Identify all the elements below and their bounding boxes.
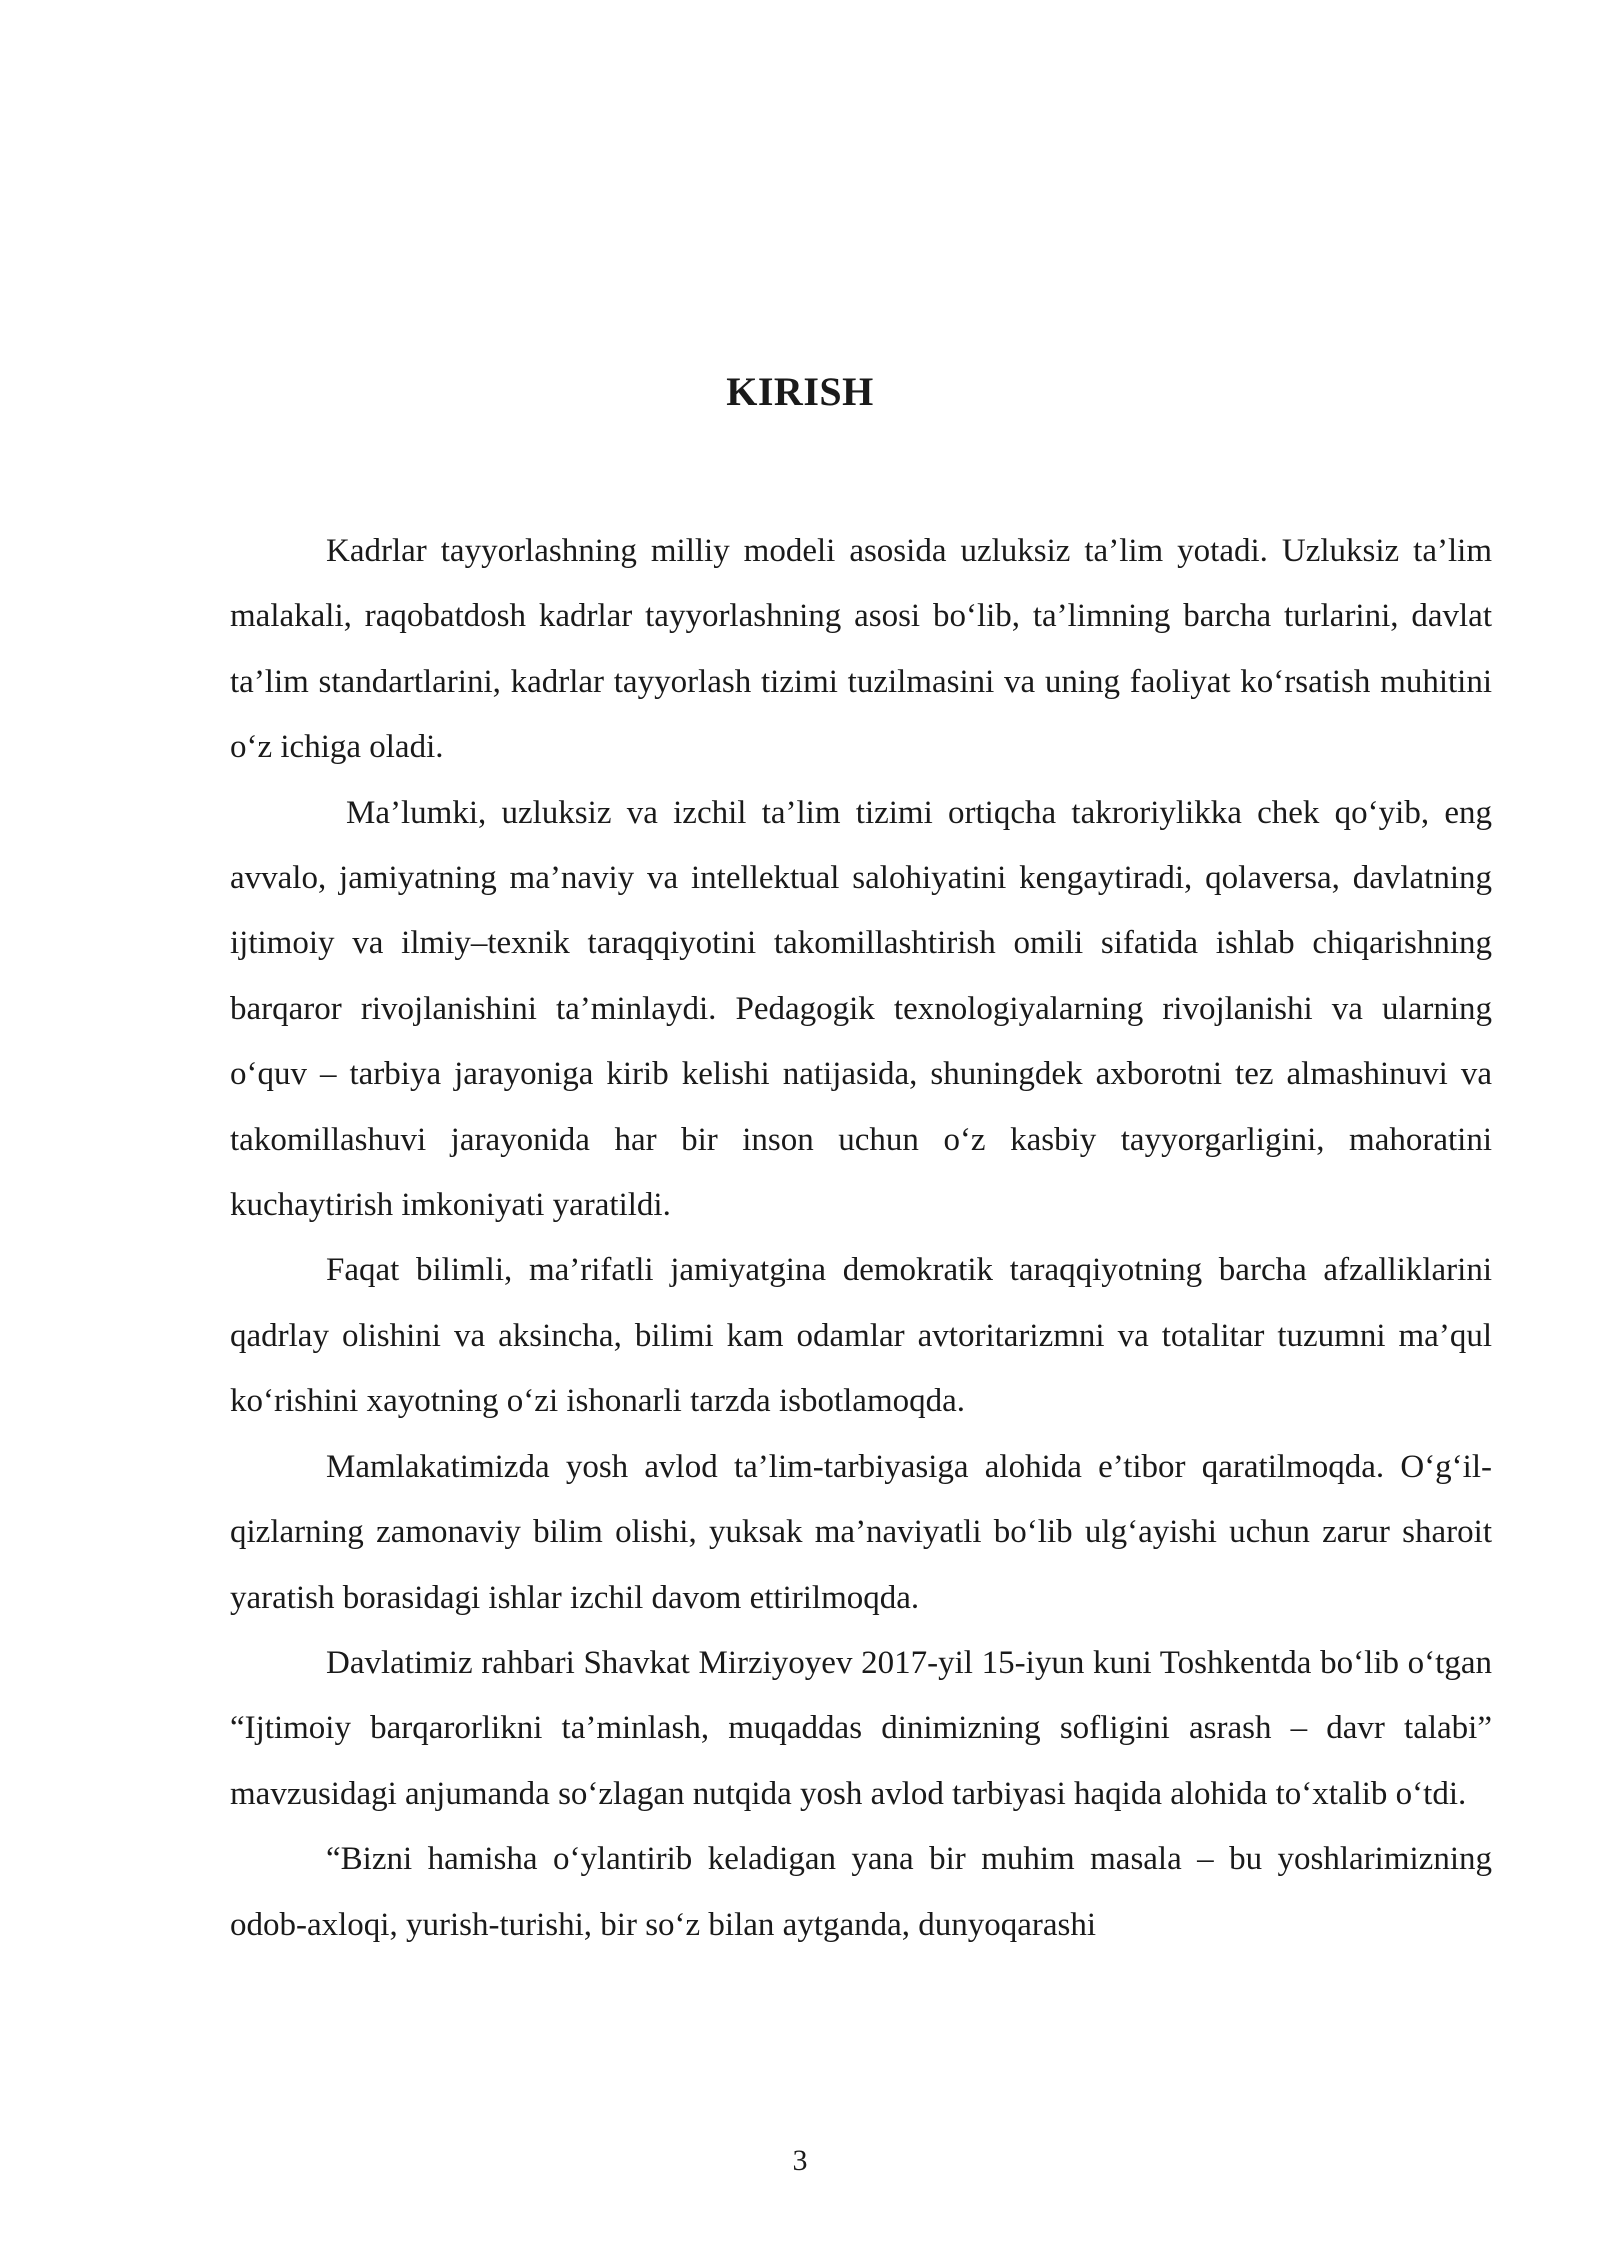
body-text xyxy=(230,519,1492,1958)
paragraph: Ma’lumki, uzluksiz va izchil ta’lim tizimi ortiqcha takroriylikka chek qo‘yib, eng avvalo, jamiyatning ma’naviy va intellektual salohiyatini kengaytiradi, qolaversa, davlatning ijtimoiy va ilmiy–texnik taraqqiyotini takomillashtirish omili sifatida ishlab chiqarishning barqaror rivojlanishini ta’minlaydi. Pedagogik texnologiyalarning rivojlanishi va ularning o‘quv – tarbiya jarayoniga kirib kelishi natijasida, shuningdek axborotni tez almashinuvi va takomillashuvi jarayonida har bir inson uchun o‘z kasbiy tayyorgarligini, mahoratini kuchaytirish imkoniyati yaratildi. xyxy=(230,794,1492,1224)
paragraph: “Bizni hamisha o‘ylantirib keladigan yana bir muhim masala – bu yoshlarimizning odob-axloqi, yurish-turishi, bir so‘z bilan aytganda, dunyoqarashi xyxy=(230,1841,1492,1943)
page-number: 3 xyxy=(792,2144,808,2177)
paragraph: Kadrlar tayyorlashning milliy modeli asosida uzluksiz ta’lim yotadi. Uzluksiz ta’lim malakali, raqobatdosh kadrlar tayyorlashning asosi bo‘lib, ta’limning barcha turlarini, davlat ta’lim standartlarini, kadrlar tayyorlash tizimi tuzilmasini va uning faoliyat ko‘rsatish muhitini o‘z ichiga oladi. xyxy=(230,533,1492,766)
paragraph: Faqat bilimli, ma’rifatli jamiyatgina demokratik taraqqiyotning barcha afzalliklarini qadrlay olishini va aksincha, bilimi kam odamlar avtoritarizmni va totalitar tuzumni ma’qul ko‘rishini xayotning o‘zi ishonarli tarzda isbotlamoqda. xyxy=(230,1252,1492,1420)
paragraph: Mamlakatimizda yosh avlod ta’lim-tarbiyasiga alohida e’tibor qaratilmoqda. O‘g‘il-qizlarning zamonaviy bilim olishi, yuksak ma’naviyatli bo‘lib ulg‘ayishi uchun zarur sharoit yaratish borasidagi ishlar izchil davom ettirilmoqda. xyxy=(230,1448,1492,1616)
paragraph: Davlatimiz rahbari Shavkat Mirziyoyev 2017-yil 15-iyun kuni Toshkentda bo‘lib o‘tgan “Ijtimoiy barqarorlikni ta’minlash, muqaddas dinimizning sofligini asrash – davr talabi” mavzusidagi anjumanda so‘zlagan nutqida yosh avlod tarbiyasi haqida alohida to‘xtalib o‘tdi. xyxy=(230,1644,1492,1812)
page-title: KIRISH xyxy=(726,369,874,414)
